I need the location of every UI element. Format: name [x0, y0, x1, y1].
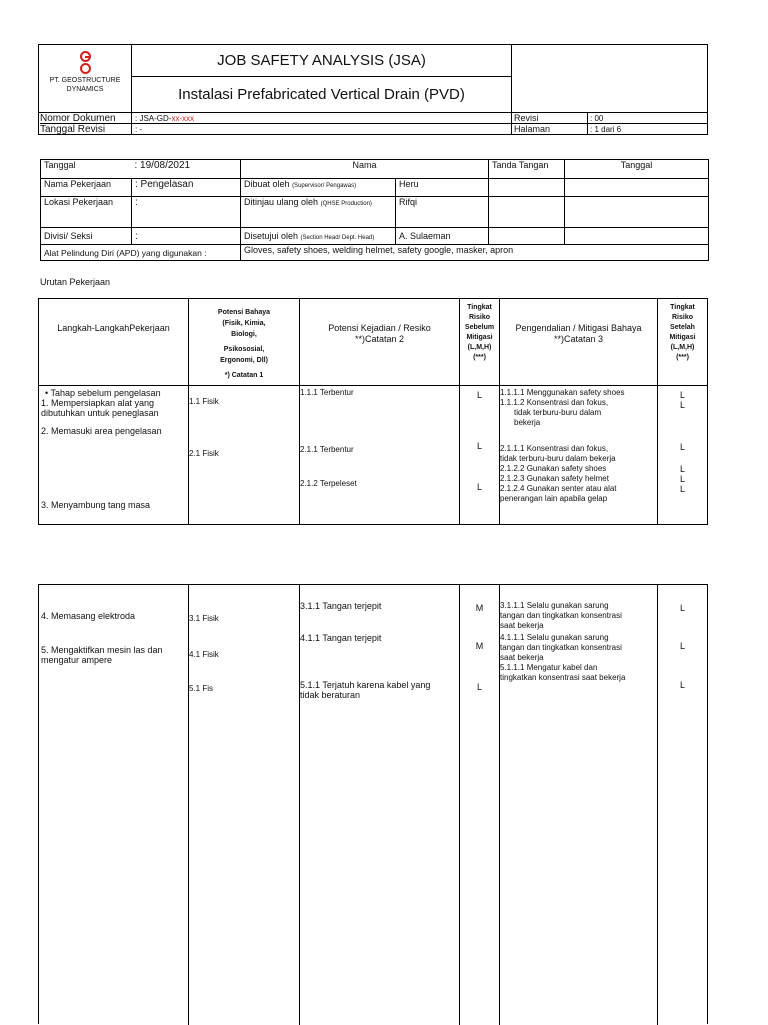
t2-risk-before-2: M [475, 641, 484, 651]
logo-cell [39, 45, 132, 112]
info-table [40, 159, 709, 261]
list-item: 1. Mempersiapkan alat yang [41, 398, 155, 408]
revisi-value: : 00 [588, 113, 707, 124]
list-item: tangan dan tingkatkan konsentrasi [500, 611, 622, 620]
t2-bahaya-1: 3.1 Fisik [189, 614, 219, 623]
ditinjau-oleh: Ditinjau ulang oleh (QHSE Production) [241, 197, 396, 228]
lokasi-value: : [132, 197, 241, 228]
list-item: 2. Memasuki area pengelasan [41, 426, 162, 436]
apd-label: Alat Pelindung Diri (APD) yang digunakan : [41, 245, 241, 261]
header-block [38, 44, 708, 135]
nama-pekerjaan-label: Nama Pekerjaan [41, 179, 132, 197]
t1-bahaya-1: 1.1 Fisik [189, 397, 219, 406]
list-item: 2.1.2.3 Gunakan safety helmet [500, 474, 609, 483]
list-item: saat bekerja [500, 653, 544, 662]
disetujui-oleh: Disetujui oleh (Section Head/ Dept. Head) [241, 228, 396, 245]
jsa-table-2 [38, 584, 708, 1024]
col-header-risiko-sebelum: Tingkat Risiko Sebelum Mitigasi (L,M,H) (***) [464, 304, 495, 361]
list-item: tangan dan tingkatkan konsentrasi [500, 643, 622, 652]
t2-risk-after-2: L [679, 641, 685, 651]
company-name: PT. GEOSTRUCTURE DYNAMICS [49, 77, 121, 93]
t2-risk-after-3: L [679, 680, 685, 690]
t1-risk-after: L L L L L L [679, 390, 685, 494]
tanggal-header: Tanggal [565, 160, 709, 179]
disetujui-signature [489, 228, 565, 245]
t2-kejadian-1: 3.1.1 Tangan terjepit [300, 601, 382, 611]
t2-risk-after-1: L [679, 603, 685, 613]
t2-kejadian-3: 5.1.1 Terjatuh karena kabel yang tidak beraturan [300, 680, 431, 700]
t2-bahaya-3: 5.1 Fis [189, 684, 214, 693]
tanda-tangan-header: Tanda Tangan [489, 160, 565, 179]
t2-langkah-4: 4. Memasang elektroda [41, 611, 136, 621]
doc-no-label: Nomor Dokumen [40, 113, 132, 124]
doc-no-value: : JSA-GD-xx-xxx [132, 113, 512, 124]
disetujui-date [565, 228, 709, 245]
ditinjau-date [565, 197, 709, 228]
disetujui-name: A. Sulaeman [396, 228, 489, 245]
col-header-potensi-bahaya: Potensi Bahaya (Fisik, Kimia, Biologi, Psikososial, Ergonomi, Dll) *) Catatan 1 [217, 309, 271, 379]
dibuat-date [565, 179, 709, 197]
ditinjau-signature [489, 197, 565, 228]
t1-risk-before-2: L [476, 441, 482, 451]
t2-risk-before-3: L [476, 682, 482, 692]
list-item: 2.1.2.4 Gunakan senter atau alat [500, 484, 617, 493]
dibuat-oleh: Dibuat oleh (Supervisor/ Pengawas) [241, 179, 396, 197]
halaman-value: : 1 dari 6 [590, 125, 622, 134]
t2-risk-before-1: M [475, 603, 484, 613]
t2-bahaya-2: 4.1 Fisik [189, 650, 219, 659]
dibuat-signature [489, 179, 565, 197]
divisi-value: : [132, 228, 241, 245]
document-title: JOB SAFETY ANALYSIS (JSA) [132, 45, 512, 77]
jsa-table-1 [38, 298, 708, 525]
t1-bahaya-2: 2.1 Fisik [189, 449, 219, 458]
t2-kejadian-2: 4.1.1 Tangan terjepit [300, 633, 382, 643]
list-item: 3.1.1.1 Selalu gunakan sarung [500, 601, 609, 610]
list-item: 3. Menyambung tang masa [41, 500, 151, 510]
col-header-kejadian: Potensi Kejadian / Resiko **)Catatan 2 [328, 323, 431, 344]
lokasi-label: Lokasi Pekerjaan [41, 197, 132, 228]
tanggal-value: : 19/08/2021 [132, 160, 241, 179]
divisi-label: Divisi/ Seksi [41, 228, 132, 245]
col-header-pengendalian: Pengendalian / Mitigasi Bahaya **)Catatan 3 [515, 323, 642, 344]
list-item: tingkatkan konsentrasi saat bekerja [500, 673, 626, 682]
document-subtitle: Instalasi Prefabricated Vertical Drain (PVD) [132, 77, 512, 112]
rev-date-label: Tanggal Revisi [40, 124, 132, 135]
nama-pekerjaan-value: : Pengelasan [132, 179, 241, 197]
halaman-label: Halaman [512, 124, 588, 135]
t1-pengendalian [500, 388, 658, 504]
t1-risk-before-1: L [476, 390, 482, 400]
revisi-label: Revisi [512, 113, 588, 124]
header-blank-right [512, 45, 707, 112]
urutan-pekerjaan-label: Urutan Pekerjaan [40, 277, 111, 287]
t1-kejadian-2: 2.1.1 Terbentur [300, 445, 354, 454]
t2-pengendalian [500, 601, 658, 683]
list-item: 2.1.2.2 Gunakan safety shoes [500, 464, 607, 473]
t2-langkah-5: 5. Mengaktifkan mesin las dan mengatur ampere [41, 645, 163, 665]
t1-kejadian-1: 1.1.1 Terbentur [300, 388, 354, 397]
list-item: • Tahap sebelum pengelasan [45, 388, 161, 398]
list-item: saat bekerja [500, 621, 544, 630]
list-item: 2.1.1.1 Konsentrasi dan fokus, [500, 444, 609, 453]
rev-date-value: : - [132, 124, 512, 135]
list-item: 4.1.1.1 Selalu gunakan sarung [500, 633, 609, 642]
nama-header: Nama [241, 160, 489, 179]
tanggal-label: Tanggal [41, 160, 132, 179]
list-item: 1.1.1.1 Menggunakan safety shoes [500, 388, 625, 397]
company-logo-icon [39, 51, 131, 74]
list-item: 1.1.1.2 Konsentrasi dan fokus, [500, 398, 609, 407]
t1-kejadian-3: 2.1.2 Terpeleset [300, 479, 357, 488]
list-item: tidak terburu-buru dalam [514, 408, 602, 417]
list-item: tidak terburu-buru dalam bekerja [500, 454, 616, 463]
list-item: bekerja [514, 418, 541, 427]
ditinjau-name: Rifqi [396, 197, 489, 228]
list-item: penerangan lain apabila gelap [500, 494, 608, 503]
col-header-langkah: Langkah-LangkahPekerjaan [57, 323, 170, 333]
meta-rows [39, 112, 707, 134]
dibuat-name: Heru [396, 179, 489, 197]
t1-langkah [41, 388, 188, 510]
col-header-risiko-setelah: Tingkat Risiko Setelah Mitigasi (L,M,H) (***) [669, 304, 696, 361]
list-item: dibutuhkan untuk peneglasan [41, 408, 159, 418]
list-item: 5.1.1.1 Mengatur kabel dan [500, 663, 598, 672]
apd-value: Gloves, safety shoes, welding helmet, safety google, masker, apron [241, 245, 709, 261]
t1-risk-before-3: L [476, 482, 482, 492]
